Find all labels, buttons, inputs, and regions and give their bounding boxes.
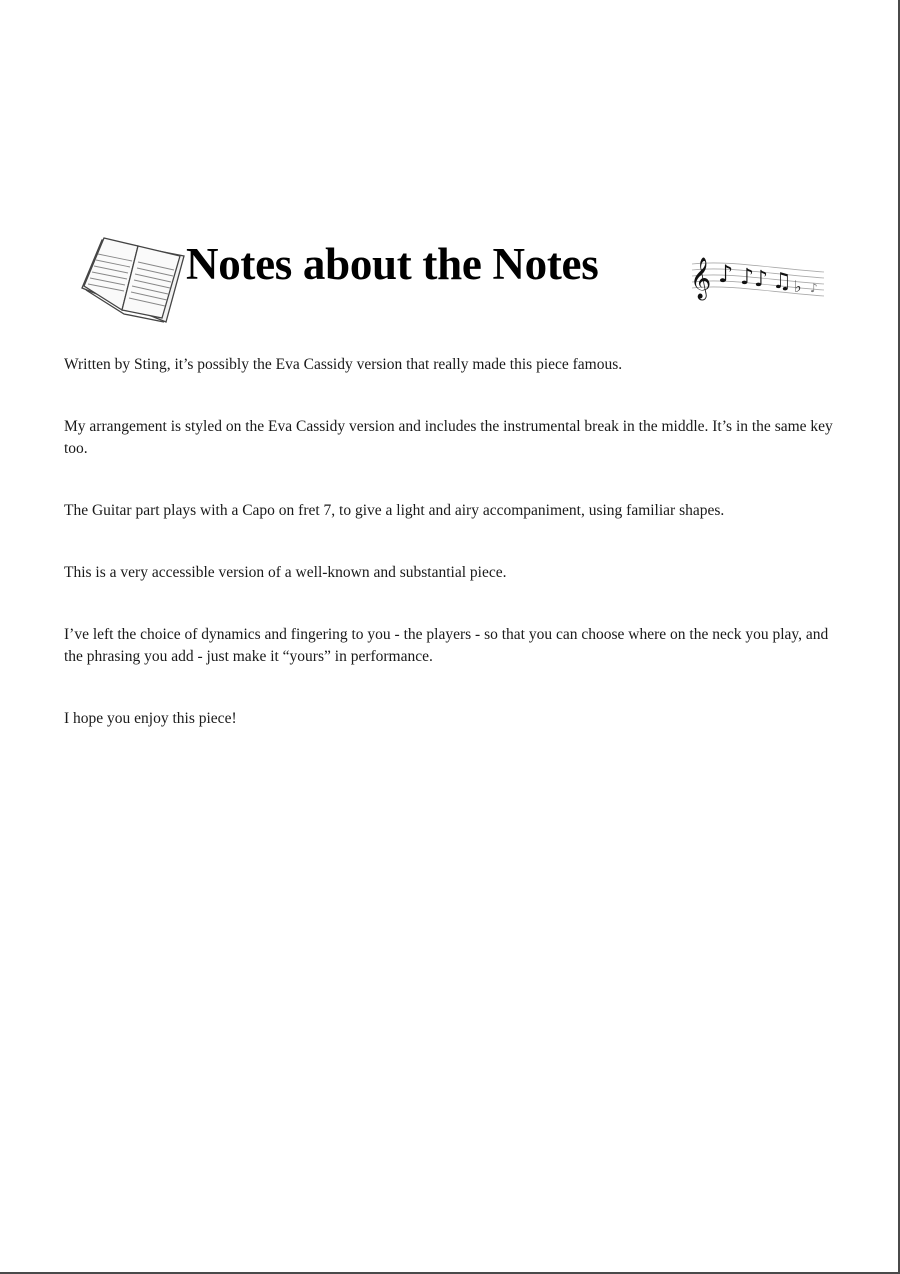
paragraph-intro: Written by Sting, it’s possibly the Eva Cassidy version that really made this piece famous. <box>64 356 623 373</box>
paragraph-closing: I hope you enjoy this piece! <box>64 710 237 727</box>
svg-text:♪: ♪ <box>754 267 769 292</box>
paragraph-arrangement: My arrangement is styled on the Eva Cassidy version and includes the instrumental break in the middle. It’s in the same key too. <box>64 418 833 457</box>
svg-text:♫: ♫ <box>772 269 792 294</box>
paragraph-accessibility: This is a very accessible version of a well-known and substantial piece. <box>64 564 507 581</box>
paragraph-guitar-capo: The Guitar part plays with a Capo on fret 7, to give a light and airy accompaniment, using familiar shapes. <box>64 502 725 519</box>
paragraph-dynamics: I’ve left the choice of dynamics and fingering to you - the players - so that you can choose where on the neck you play, and the phrasing you add - just make it “yours” in performance. <box>64 626 829 665</box>
page-title: Notes about the Notes <box>186 239 599 289</box>
page-header <box>76 228 836 328</box>
svg-text:𝄞: 𝄞 <box>690 258 712 299</box>
music-notes-icon <box>688 242 828 302</box>
open-book-icon <box>76 232 188 324</box>
svg-text:♪: ♪ <box>740 265 755 290</box>
svg-text:♪: ♪ <box>810 281 818 295</box>
svg-text:♪: ♪ <box>718 260 734 288</box>
notes-body <box>64 354 834 730</box>
svg-text:♭: ♭ <box>794 277 802 296</box>
